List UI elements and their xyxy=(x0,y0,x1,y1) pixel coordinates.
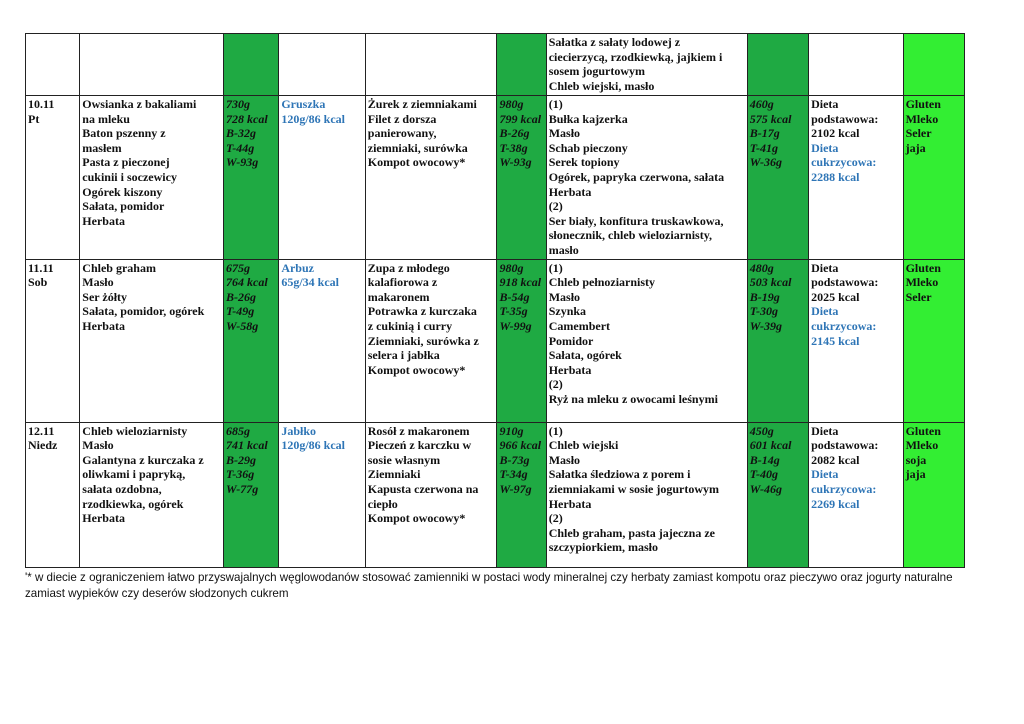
breakfast-line: Pasta z pieczonej xyxy=(82,155,170,170)
snack-cell xyxy=(279,422,365,567)
supper-nutrition-line: W-46g xyxy=(749,481,782,496)
breakfast-line: Baton pszenny z xyxy=(82,126,166,141)
diet-diabetic-line: cukrzycowa: xyxy=(811,155,877,170)
breakfast-line: Masło xyxy=(82,275,114,290)
breakfast-cell xyxy=(80,259,224,422)
lunch-line: Zupa z młodego xyxy=(367,260,450,275)
day-name: Sob xyxy=(28,275,48,290)
lunch-cell xyxy=(365,422,497,567)
footnote: '* w diecie z ograniczeniem łatwo przyswajalnych węglowodanów stosować zamienniki w postaci wody mineralnej czy herbaty zamiast kompotu oraz pieczywo oraz jogurty naturalne zamiast wypieków czy deserów słodzonych cukrem xyxy=(25,571,953,600)
lunch-line: makaronem xyxy=(367,289,430,304)
lunch-line: Rosół z makaronem xyxy=(367,423,470,438)
snack-line: Gruszka xyxy=(281,97,326,111)
lunch-nutrition-line: 799 kcal xyxy=(499,111,542,126)
snack-line: 120g/86 kcal xyxy=(281,438,345,453)
supper-line: Herbata xyxy=(548,362,592,377)
allergens-line: soja xyxy=(905,452,927,467)
supper-line: Ogórek, papryka czerwona, sałata xyxy=(548,169,725,184)
supper-line: Sałatka z sałaty lodowej z xyxy=(548,35,681,49)
breakfast-nutrition-line: B-26g xyxy=(226,289,257,304)
lunch-line: Kapusta czerwona na xyxy=(367,481,479,496)
breakfast-nutrition-line: B-32g xyxy=(226,126,257,141)
top-row xyxy=(26,34,965,96)
breakfast-nutrition-line: 685g xyxy=(226,423,251,438)
lunch-nutrition-cell xyxy=(497,34,546,96)
lunch-line: Kompot owocowy* xyxy=(367,155,466,170)
allergens-line: Mleko xyxy=(905,438,939,453)
diet-diabetic-line: 2269 kcal xyxy=(811,496,860,511)
lunch-nutrition-cell xyxy=(497,422,546,567)
breakfast-line: Herbata xyxy=(82,511,125,526)
supper-nutrition-line: T-30g xyxy=(749,304,778,319)
breakfast-line: Ogórek kiszony xyxy=(82,184,163,199)
supper-line: Sałatka śledziowa z porem i xyxy=(548,467,691,482)
supper-line: Chleb pełnoziarnisty xyxy=(548,275,656,290)
snack-cell xyxy=(279,259,365,422)
breakfast-nutrition-line: B-29g xyxy=(226,452,257,467)
supper-line: Masło xyxy=(548,126,581,141)
supper-line: (2) xyxy=(548,511,563,526)
lunch-cell xyxy=(365,96,497,260)
lunch-line: Pieczeń z karczku w xyxy=(367,438,472,453)
diet-diabetic-line: cukrzycowa: xyxy=(811,481,877,496)
allergens-line: Mleko xyxy=(905,111,939,126)
diet-basic-line: Dieta xyxy=(811,260,839,275)
diet-diabetic-line: 2145 kcal xyxy=(811,333,860,348)
supper-cell xyxy=(546,96,747,260)
supper-nutrition-line: T-40g xyxy=(749,467,778,482)
date-cell xyxy=(26,96,80,260)
lunch-nutrition-line: W-93g xyxy=(499,155,532,170)
allergens-line: jaja xyxy=(905,140,926,155)
lunch-nutrition-line: 910g xyxy=(499,423,524,438)
supper-nutrition-cell xyxy=(747,34,808,96)
breakfast-nutrition-line: T-36g xyxy=(226,467,255,482)
breakfast-nutrition-cell xyxy=(224,96,279,260)
supper-line: (1) xyxy=(548,260,563,275)
supper-line: Camembert xyxy=(548,318,611,333)
supper-line: słonecznik, chleb wieloziarnisty, xyxy=(548,228,713,243)
lunch-nutrition-line: 918 kcal xyxy=(499,275,542,290)
allergens-cell xyxy=(903,96,964,260)
supper-line: Bułka kajzerka xyxy=(548,111,628,126)
diet-cell xyxy=(809,259,904,422)
allergens-cell xyxy=(903,259,964,422)
snack-cell xyxy=(279,96,365,260)
supper-cell xyxy=(546,422,747,567)
supper-nutrition-line: W-39g xyxy=(749,318,782,333)
supper-line: szczypiorkiem, masło xyxy=(548,540,659,555)
breakfast-line: Sałata, pomidor, ogórek xyxy=(82,304,205,319)
lunch-line: Kompot owocowy* xyxy=(367,511,466,526)
diet-basic-line: 2025 kcal xyxy=(811,289,860,304)
snack-line: Jabłko xyxy=(281,423,316,438)
breakfast-nutrition-line: W-58g xyxy=(226,318,259,333)
supper-nutrition-line: T-41g xyxy=(749,140,778,155)
breakfast-line: Owsianka z bakaliami xyxy=(82,97,197,111)
supper-nutrition-line: B-14g xyxy=(749,452,780,467)
lunch-cell xyxy=(365,259,497,422)
supper-line: Ser biały, konfitura truskawkowa, xyxy=(548,213,724,228)
breakfast-nutrition-line: 675g xyxy=(226,260,251,275)
lunch-nutrition-line: T-35g xyxy=(499,304,528,319)
lunch-line: Kompot owocowy* xyxy=(367,362,466,377)
diet-diabetic-line: Dieta xyxy=(811,140,839,155)
supper-line: Sałata, ogórek xyxy=(548,348,622,363)
diet-diabetic-line: Dieta xyxy=(811,467,839,482)
allergens-line: jaja xyxy=(905,467,926,482)
breakfast-line: Chleb graham xyxy=(82,260,156,275)
breakfast-nutrition-cell xyxy=(224,422,279,567)
lunch-line: panierowany, xyxy=(367,126,437,141)
breakfast-line: Chleb wieloziarnisty xyxy=(82,423,188,438)
breakfast-line: masłem xyxy=(82,140,122,155)
day-row xyxy=(26,259,965,422)
supper-nutrition-line: 601 kcal xyxy=(749,438,792,453)
diet-basic-line: Dieta xyxy=(811,97,839,111)
supper-nutrition-line: B-17g xyxy=(749,126,780,141)
supper-line: Pomidor xyxy=(548,333,594,348)
allergens-line: Seler xyxy=(905,126,932,141)
supper-nutrition-line: W-36g xyxy=(749,155,782,170)
diet-cell xyxy=(809,422,904,567)
supper-nutrition-cell xyxy=(747,96,808,260)
day-date: 10.11 xyxy=(28,97,55,111)
day-name: Pt xyxy=(28,111,40,126)
breakfast-line: rzodkiewka, ogórek xyxy=(82,496,184,511)
supper-line: Chleb graham, pasta jajeczna ze xyxy=(548,525,716,540)
lunch-line: Żurek z ziemniakami xyxy=(367,97,477,111)
breakfast-line: Herbata xyxy=(82,213,125,228)
diet-diabetic-line: cukrzycowa: xyxy=(811,318,877,333)
lunch-line: kalafiorowa z xyxy=(367,275,438,290)
supper-line: Masło xyxy=(548,289,581,304)
breakfast-nutrition-cell xyxy=(224,34,279,96)
supper-line: Herbata xyxy=(548,184,592,199)
lunch-nutrition-cell xyxy=(497,96,546,260)
lunch-line: sosie własnym xyxy=(367,452,441,467)
lunch-line: Ziemniaki, surówka z xyxy=(367,333,479,348)
snack-cell xyxy=(279,34,365,96)
diet-cell xyxy=(809,96,904,260)
supper-nutrition-line: 575 kcal xyxy=(749,111,792,126)
breakfast-nutrition-line: T-44g xyxy=(226,140,255,155)
lunch-line: Filet z dorsza xyxy=(367,111,437,126)
day-row xyxy=(26,422,965,567)
diet-basic-line: podstawowa: xyxy=(811,111,879,126)
breakfast-nutrition-line: W-93g xyxy=(226,155,259,170)
day-name: Niedz xyxy=(28,438,58,453)
breakfast-nutrition-line: 764 kcal xyxy=(226,275,268,290)
diet-basic-line: Dieta xyxy=(811,423,839,438)
breakfast-nutrition-line: 728 kcal xyxy=(226,111,268,126)
breakfast-line: Sałata, pomidor xyxy=(82,199,165,214)
lunch-cell xyxy=(365,34,497,96)
lunch-line: Ziemniaki xyxy=(367,467,421,482)
diet-basic-line: 2082 kcal xyxy=(811,452,860,467)
lunch-nutrition-line: 980g xyxy=(499,260,524,275)
day-row xyxy=(26,96,965,260)
supper-line: (1) xyxy=(548,423,563,438)
snack-line: 65g/34 kcal xyxy=(281,275,339,290)
breakfast-nutrition-line: T-49g xyxy=(226,304,255,319)
breakfast-line: sałata ozdobna, xyxy=(82,481,162,496)
allergens-line: Seler xyxy=(905,289,932,304)
supper-nutrition-line: 503 kcal xyxy=(749,275,792,290)
day-date: 11.11 xyxy=(28,260,54,275)
breakfast-line: Herbata xyxy=(82,318,125,333)
supper-nutrition-line: 460g xyxy=(749,97,774,111)
lunch-line: selera i jabłka xyxy=(367,348,440,363)
breakfast-nutrition-cell xyxy=(224,259,279,422)
supper-line: (2) xyxy=(548,377,563,392)
lunch-nutrition-line: B-54g xyxy=(499,289,530,304)
day-date: 12.11 xyxy=(28,423,55,438)
diet-diabetic-line: 2288 kcal xyxy=(811,169,860,184)
breakfast-cell xyxy=(80,96,224,260)
diet-basic-line: podstawowa: xyxy=(811,438,879,453)
breakfast-cell xyxy=(80,422,224,567)
lunch-line: ciepło xyxy=(367,496,398,511)
supper-cell xyxy=(546,259,747,422)
breakfast-nutrition-line: W-77g xyxy=(226,481,259,496)
breakfast-line: Masło xyxy=(82,438,114,453)
supper-line: sosem jogurtowym xyxy=(548,64,646,79)
snack-line: 120g/86 kcal xyxy=(281,111,345,126)
supper-nutrition-line: 480g xyxy=(749,260,774,275)
allergens-line: Gluten xyxy=(905,260,941,275)
lunch-nutrition-line: B-26g xyxy=(499,126,530,141)
supper-line: Schab pieczony xyxy=(548,140,628,155)
supper-line: Chleb wiejski xyxy=(548,438,619,453)
supper-line: Szynka xyxy=(548,304,587,319)
supper-line: (2) xyxy=(548,199,563,214)
breakfast-cell xyxy=(80,34,224,96)
supper-line: ziemniakami w sosie jogurtowym xyxy=(548,481,720,496)
lunch-nutrition-line: T-38g xyxy=(499,140,528,155)
lunch-nutrition-line: T-34g xyxy=(499,467,528,482)
diet-basic-line: 2102 kcal xyxy=(811,126,860,141)
lunch-nutrition-line: 980g xyxy=(499,97,524,111)
breakfast-line: na mleku xyxy=(82,111,130,126)
supper-nutrition-cell xyxy=(747,259,808,422)
breakfast-nutrition-line: 741 kcal xyxy=(226,438,268,453)
supper-nutrition-line: 450g xyxy=(749,423,774,438)
lunch-line: ziemniaki, surówka xyxy=(367,140,468,155)
menu-table xyxy=(25,33,965,568)
allergens-cell xyxy=(903,422,964,567)
supper-nutrition-cell xyxy=(747,422,808,567)
lunch-nutrition-line: W-99g xyxy=(499,318,532,333)
supper-line: Herbata xyxy=(548,496,592,511)
supper-line: (1) xyxy=(548,97,563,111)
date-cell xyxy=(26,34,80,96)
date-cell xyxy=(26,422,80,567)
allergens-line: Gluten xyxy=(905,423,941,438)
snack-line: Arbuz xyxy=(281,260,314,275)
diet-diabetic-line: Dieta xyxy=(811,304,839,319)
supper-line: Serek topiony xyxy=(548,155,620,170)
lunch-nutrition-line: 966 kcal xyxy=(499,438,542,453)
breakfast-line: cukinii i soczewicy xyxy=(82,169,177,184)
breakfast-nutrition-line: 730g xyxy=(226,97,251,111)
supper-line: Chleb wiejski, masło xyxy=(548,78,655,93)
lunch-nutrition-cell xyxy=(497,259,546,422)
supper-line: Ryż na mleku z owocami leśnymi xyxy=(548,391,718,406)
lunch-nutrition-line: B-73g xyxy=(499,452,530,467)
breakfast-line: oliwkami i papryką, xyxy=(82,467,186,482)
diet-cell xyxy=(809,34,904,96)
date-cell xyxy=(26,259,80,422)
supper-line: masło xyxy=(548,242,579,257)
allergens-line: Mleko xyxy=(905,275,939,290)
diet-basic-line: podstawowa: xyxy=(811,275,879,290)
allergens-line: Gluten xyxy=(905,97,941,111)
supper-line: ciecierzycą, rzodkiewką, jajkiem i xyxy=(548,49,723,64)
lunch-line: z cukinią i curry xyxy=(367,318,453,333)
lunch-nutrition-line: W-97g xyxy=(499,481,532,496)
breakfast-line: Ser żółty xyxy=(82,289,128,304)
supper-line: Masło xyxy=(548,452,581,467)
supper-cell xyxy=(546,34,747,96)
lunch-line: Potrawka z kurczaka xyxy=(367,304,477,319)
breakfast-line: Galantyna z kurczaka z xyxy=(82,452,204,467)
allergens-cell xyxy=(903,34,964,96)
supper-nutrition-line: B-19g xyxy=(749,289,780,304)
